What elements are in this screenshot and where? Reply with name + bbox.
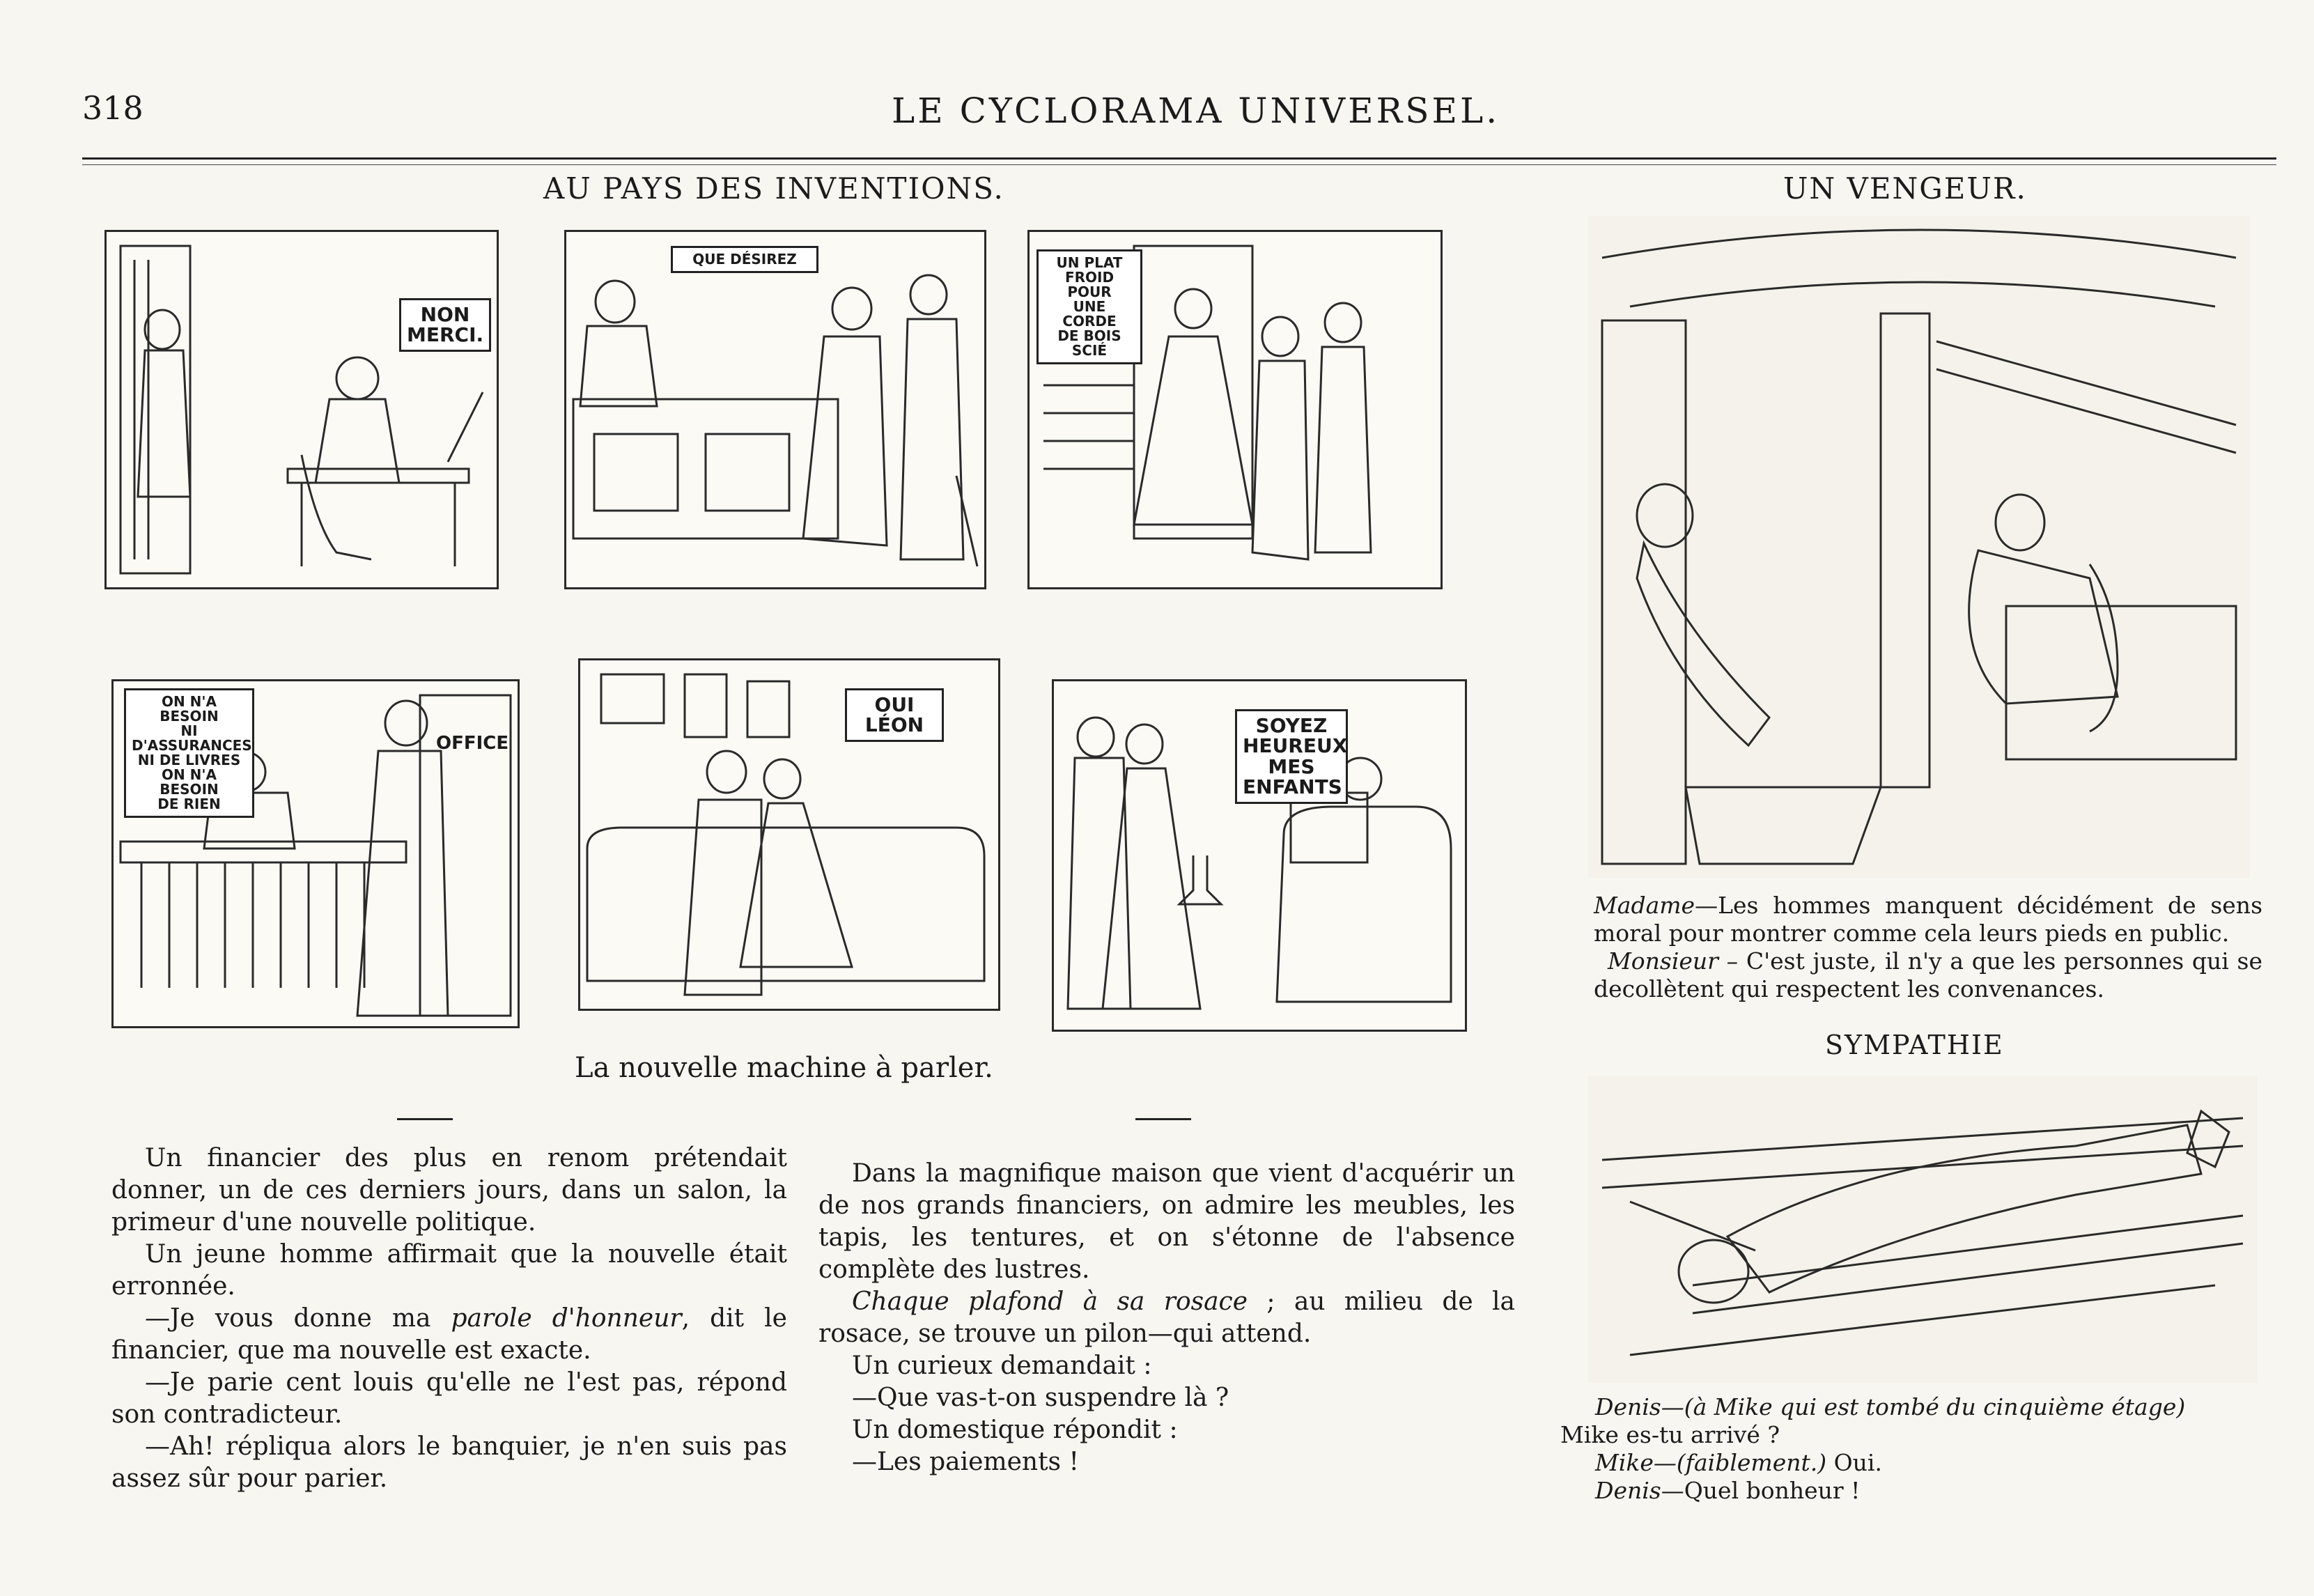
article-left-p1: Un financier des plus en renom prétendait donner, un de ces derniers jours, dans un salon, la primeur d'une nouvelle politique. [111, 1144, 787, 1237]
article-left-p4: —Je parie cent louis qu'elle ne l'est pas, répond son contradicteur. [111, 1368, 787, 1429]
sympathie-speaker-denis-2: Denis [1595, 1477, 1661, 1504]
sign-que-desirez: QUE DÉSIREZ [671, 246, 818, 273]
article-left-p2: Un jeune homme affirmait que la nouvelle était erronnée. [111, 1240, 787, 1301]
sign-oui-leon: OUI LÉON [845, 688, 944, 742]
article-left [111, 1142, 787, 1495]
sign-plat-froid: UN PLAT FROID POUR UNE CORDE DE BOIS SCIÉ [1036, 249, 1142, 364]
sign-soyez-heureux: SOYEZ HEUREUX MES ENFANTS [1235, 709, 1348, 804]
sympathie-line-1 [1560, 1393, 2264, 1449]
sympathie-line-3-rest: —Quel bonheur ! [1661, 1477, 1861, 1504]
divider-dash-left [397, 1118, 453, 1120]
vengeur-illustration [1588, 216, 2250, 878]
sympathie-title: SYMPATHIE [1825, 1030, 2004, 1060]
cartoon-panel-1 [104, 230, 499, 589]
vengeur-speaker-madame: Madame [1594, 892, 1695, 919]
sympathie-speaker-denis-1: Denis [1595, 1393, 1661, 1420]
vengeur-line-1 [1594, 892, 2262, 947]
office-door-label: OFFICE [436, 733, 509, 754]
sympathie-illustration [1588, 1076, 2257, 1383]
vengeur-dialog [1594, 892, 2262, 1003]
vengeur-drawing [1588, 216, 2250, 878]
cartoon-panel-6 [1052, 679, 1467, 1032]
cartoon-panel-3 [1027, 230, 1443, 589]
cartoon-panel-2 [564, 230, 986, 589]
vengeur-line-1-text: —Les hommes manquent décidément de sens moral pour montrer comme cela leurs pieds en public. [1594, 892, 2262, 947]
article-right-p3: Un curieux demandait : [852, 1351, 1152, 1380]
sympathie-line-1-rest: Mike es-tu arrivé ? [1560, 1421, 1780, 1448]
article-right-p5: Un domestique répondit : [852, 1416, 1178, 1444]
header-rule-thin [82, 164, 2276, 165]
vengeur-line-2-text: – C'est juste, il n'y a que les personnes qui se decollètent qui respectent les convenances. [1594, 947, 2262, 1002]
article-right-p1: Dans la magnifique maison que vient d'acquérir un de nos grands financiers, on admire les meubles, les tapis, les tentures, et on s'étonne de l'absence complète des lustres. [818, 1159, 1515, 1284]
article-left-p3-a: —Je vous donne ma [145, 1304, 451, 1333]
sign-besoin-de-rien: ON N'A BESOIN NI D'ASSURANCES NI DE LIVRES ON N'A BESOIN DE RIEN [124, 688, 254, 818]
page-number: 318 [82, 89, 143, 127]
article-left-p3-b: , dit le financier, que ma nouvelle est exacte. [111, 1304, 787, 1365]
sympathie-line-2 [1560, 1449, 2264, 1477]
article-left-p5: —Ah! répliqua alors le banquier, je n'en suis pas assez sûr pour parier. [111, 1432, 787, 1493]
article-right-p4: —Que vas-t-on suspendre là ? [852, 1384, 1229, 1412]
inventions-title: AU PAYS DES INVENTIONS. [543, 171, 1004, 206]
sympathie-speaker-mike: Mike [1595, 1449, 1654, 1476]
article-right-p6: —Les paiements ! [852, 1448, 1079, 1476]
cartoon-panel-5 [578, 658, 1000, 1011]
sympathie-line-2-rest: Oui. [1826, 1449, 1882, 1476]
vengeur-title: UN VENGEUR. [1783, 171, 2027, 206]
sympathie-drawing [1588, 1076, 2257, 1383]
article-left-p3-italic: parole d'honneur [451, 1304, 682, 1333]
cartoon-drawing-1 [107, 232, 497, 587]
vengeur-speaker-monsieur: Monsieur [1608, 947, 1718, 975]
divider-dash-right [1135, 1118, 1191, 1120]
inventions-caption: La nouvelle machine à parler. [575, 1052, 993, 1084]
article-right-p2 [818, 1286, 1515, 1350]
article-right-p2-rest: ; au milieu de la rosace, se trouve un pilon—qui attend. [818, 1287, 1515, 1348]
sympathie-dialog [1560, 1393, 2264, 1505]
sympathie-line-3 [1560, 1477, 2264, 1505]
sympathie-line-2-italic: —(faiblement.) [1653, 1449, 1827, 1476]
article-right [818, 1158, 1515, 1478]
vengeur-line-2 [1594, 947, 2262, 1003]
sympathie-line-1-italic: —(à Mike qui est tombé du cinquième étage) [1661, 1393, 2186, 1420]
article-left-p3 [111, 1303, 787, 1367]
cartoon-drawing-2 [566, 232, 984, 587]
article-right-p2-italic: Chaque plafond à sa rosace [852, 1287, 1248, 1316]
cartoon-panel-4 [111, 679, 520, 1028]
sign-non-merci: NON MERCI. [399, 298, 491, 352]
header-rule [82, 157, 2276, 160]
masthead-title: LE CYCLORAMA UNIVERSEL. [892, 91, 1500, 131]
